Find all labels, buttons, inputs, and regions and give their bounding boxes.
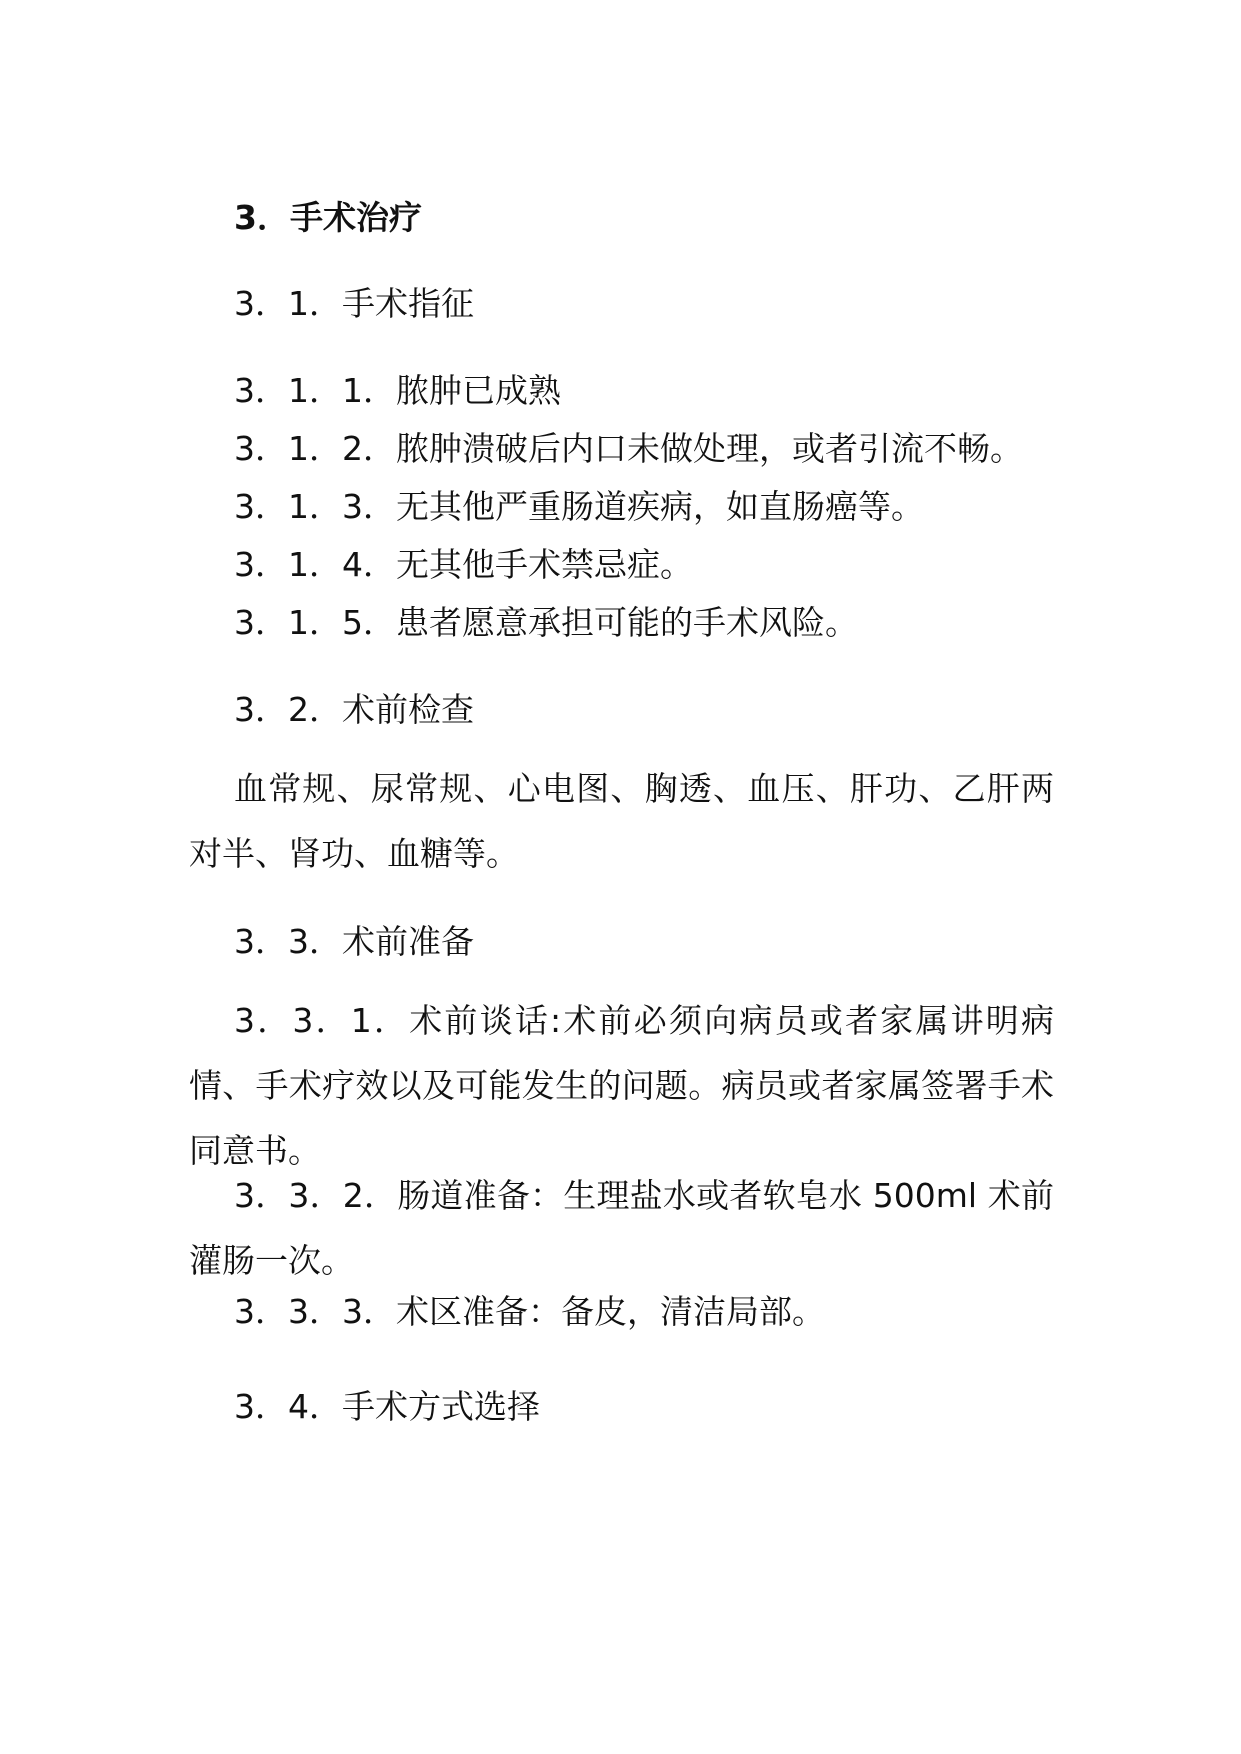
heading-3-4: 3．4．手术方式选择: [234, 1387, 540, 1426]
paragraph-3-2-body: 血常规、尿常规、心电图、胸透、血压、肝功、乙肝两对半、肾功、血糖等。: [189, 769, 1054, 873]
paragraph-3-3-3: 3．3．3．术区准备：备皮，清洁局部。: [234, 1292, 825, 1331]
item-3-1-4: 3．1．4．无其他手术禁忌症。: [234, 545, 693, 584]
paragraph-3-3-2: 3．3．2．肠道准备：生理盐水或者软皂水 500ml 术前灌肠一次。: [189, 1176, 1054, 1280]
section-title: 3．手术治疗: [234, 198, 422, 237]
item-3-1-5: 3．1．5．患者愿意承担可能的手术风险。: [234, 603, 858, 642]
heading-3-1: 3．1．手术指征: [234, 284, 474, 323]
heading-3-3: 3．3．术前准备: [234, 922, 474, 961]
item-3-1-1: 3．1．1．脓肿已成熟: [234, 371, 561, 410]
paragraph-3-3-1: 3．3．1．术前谈话:术前必须向病员或者家属讲明病情、手术疗效以及可能发生的问题。病员或者家属签署手术同意书。: [189, 1001, 1054, 1170]
item-3-1-3: 3．1．3．无其他严重肠道疾病，如直肠癌等。: [234, 487, 924, 526]
heading-3-2: 3．2．术前检查: [234, 690, 474, 729]
item-3-1-2: 3．1．2．脓肿溃破后内口未做处理，或者引流不畅。: [234, 429, 1023, 468]
